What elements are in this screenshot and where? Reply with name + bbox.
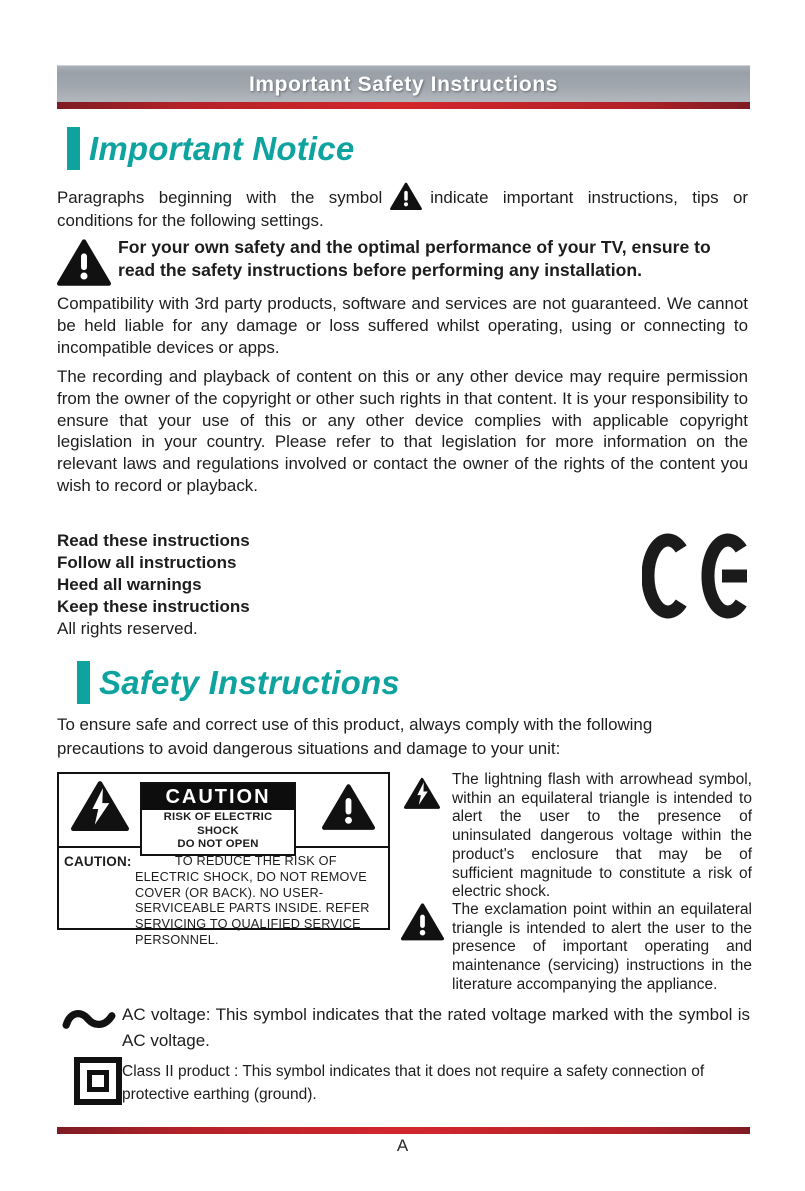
caution-label-box (57, 772, 390, 947)
header-red-rule (57, 102, 750, 109)
list-item: Follow all instructions (57, 553, 237, 572)
safety-warning-text: For your own safety and the optimal performance of your TV, ensure to read the safety instructions before performing any installation. (118, 237, 711, 280)
safety-warning-block (57, 236, 750, 286)
ce-mark-logo (642, 532, 754, 620)
lightning-triangle-icon (404, 777, 440, 809)
page-number: A (396, 1136, 409, 1155)
list-item: Keep these instructions (57, 597, 250, 616)
safety-intro-paragraph: To ensure safe and correct use of this product, always comply with the following precautions to avoid dangerous situations and damage to your unit: (57, 715, 653, 758)
caution-inner-box (140, 782, 296, 856)
safety-instructions-heading (77, 661, 400, 704)
ac-voltage-note: AC voltage: This symbol indicates that the rated voltage marked with the symbol is AC voltage. (122, 1005, 750, 1050)
caution-risk-line: RISK OF ELECTRIC SHOCK (163, 811, 273, 837)
caution-do-not-open-line: DO NOT OPEN (177, 838, 259, 850)
caution-box-top (59, 774, 388, 848)
page-header-banner (57, 65, 750, 103)
list-item: Heed all warnings (57, 575, 202, 594)
heading-accent-bar (67, 127, 80, 170)
warning-triangle-icon (401, 902, 444, 941)
intro-text-before: Paragraphs beginning with the symbol (57, 188, 383, 207)
compatibility-paragraph: Compatibility with 3rd party products, software and services are not guaranteed. We cannot be held liable for any damage or loss suffered whilst operating, using or connecting to incompatible devices or apps. (57, 294, 748, 357)
important-notice-heading-text: Important Notice (89, 129, 355, 167)
caution-box-bottom (59, 848, 388, 953)
rights-note: All rights reserved. (57, 619, 198, 638)
caution-label: CAUTION: (64, 854, 132, 869)
footer-red-rule (57, 1127, 750, 1134)
intro-paragraph (57, 182, 748, 232)
lightning-triangle-icon (71, 779, 129, 832)
instruction-list (57, 530, 250, 640)
exclamation-note: The exclamation point within an equilateral triangle is intended to alert the user to the presence of important operating and maintenance (servicing) instructions in the literature accompanying the appliance. (452, 901, 752, 993)
safety-instructions-heading-text: Safety Instructions (99, 663, 400, 701)
warning-triangle-icon (57, 238, 111, 286)
warning-triangle-icon (322, 781, 375, 832)
class2-note: Class II product : This symbol indicates that it does not require a safety connection of protective earthing (ground). (122, 1063, 705, 1103)
important-notice-heading (67, 127, 354, 170)
page-header-title: Important Safety Instructions (248, 72, 559, 96)
lightning-note: The lightning flash with arrowhead symbol, within an equilateral triangle is intended to alert the user to the presence of uninsulated dangerous voltage within the product's enclosure that may be of sufficient magnitude to constitute a risk of electric shock. (452, 771, 752, 901)
class2-double-square-icon (74, 1057, 122, 1105)
caution-body-text: TO REDUCE THE RISK OF ELECTRIC SHOCK, DO NOT REMOVE COVER (OR BACK). NO USER-SERVICEABLE PARTS INSIDE. REFER SERVICING TO QUALIFIED SERVICE PERSONNEL. (135, 854, 370, 947)
recording-paragraph: The recording and playback of content on this or any other device may require permission from the owner of the copyright or other such rights in that content. It is your responsibility to ensure that your use of this or any other device complies with applicable copyright legislation in your country. Please refer to that legislation for more information on the relevant laws and regulations involved or contact the owner of the rights of the content you wish to record or playback. (57, 367, 748, 495)
caution-title: CAUTION (142, 784, 294, 810)
heading-accent-bar (77, 661, 90, 704)
intro-text-after: indicate important instructions, tips or conditions for the following settings. (57, 188, 748, 230)
ac-voltage-tilde-icon (62, 1006, 116, 1036)
list-item: Read these instructions (57, 531, 250, 550)
warning-triangle-icon (390, 182, 422, 210)
